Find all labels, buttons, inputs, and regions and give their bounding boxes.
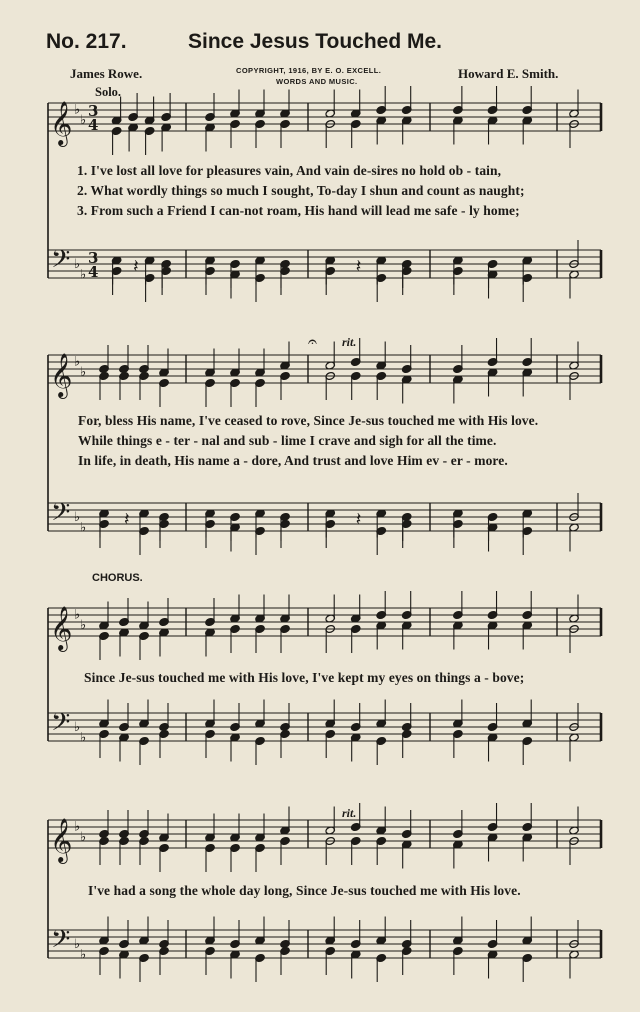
bass-clef-icon: 𝄢 [51,498,71,533]
rest-icon: 𝄽 [355,509,362,530]
verse-2-line-1: 2. What wordly things so much I sought, To-day I shun and count as naught; [77,183,525,198]
flat-sign-icon: ♭ [80,113,87,128]
verse-1-line-1: 1. I've lost all love for pleasures vain, And vain de-sires no hold ob - tain, [77,163,502,178]
bass-clef-icon: 𝄢 [51,245,71,280]
flat-sign-icon: ♭ [80,618,87,633]
treble-clef-icon: 𝄞 [50,101,73,145]
flat-sign-icon: ♭ [80,520,87,536]
flat-sign-icon: ♭ [74,102,81,118]
rest-icon: 𝄽 [355,256,362,277]
verse-2-line-2: While things e - ter - nal and sub - lime I crave and sigh for all the time. [78,433,497,448]
time-signature-top: 3 [88,249,99,267]
composer: Howard E. Smith. [458,66,559,81]
flat-sign-icon: ♭ [74,257,81,273]
fermata-icon: 𝄐 [308,332,317,351]
bass-clef-icon: 𝄢 [51,708,71,743]
solo-label: Solo. [95,85,122,99]
rest-icon: 𝄽 [124,509,130,530]
flat-sign-icon: ♭ [80,730,87,746]
flat-sign-icon: ♭ [80,365,87,380]
flat-sign-icon: ♭ [74,607,81,623]
verse-3-line-1: 3. From such a Friend I can-not roam, His hand will lead me safe - ly home; [77,203,520,218]
hymn-number: No. 217. [46,30,127,53]
flat-sign-icon: ♭ [80,947,87,963]
verse-3-line-2: In life, in death, His name a - dore, And trust and love Him ev - er - more. [78,453,508,468]
time-signature-bottom: 4 [88,116,99,134]
ritardando-mark-1: rit. [342,335,357,349]
flat-sign-icon: ♭ [74,510,81,526]
copyright-notice-line2: WORDS AND MUSIC. [276,77,358,86]
time-signature-bottom: 4 [88,263,99,281]
chorus-label: CHORUS. [92,572,143,584]
bass-clef-icon: 𝄢 [51,925,71,960]
flat-sign-icon: ♭ [80,830,87,845]
hymn-title: Since Jesus Touched Me. [188,30,443,53]
verse-1-line-2: For, bless His name, I've ceased to rove, Since Je-sus touched me with His love. [78,413,539,428]
flat-sign-icon: ♭ [74,819,81,835]
flat-sign-icon: ♭ [74,937,81,953]
treble-clef-icon: 𝄞 [50,353,73,397]
flat-sign-icon: ♭ [74,354,81,370]
copyright-notice: COPYRIGHT, 1916, BY E. O. EXCELL. [236,66,382,75]
flat-sign-icon: ♭ [74,720,81,736]
treble-clef-icon: 𝄞 [50,606,73,650]
ritardando-mark-2: rit. [342,806,357,820]
flat-sign-icon: ♭ [80,267,87,283]
treble-clef-icon: 𝄞 [50,818,73,862]
time-signature-top: 3 [88,102,99,120]
rest-icon: 𝄽 [133,256,139,277]
chorus-line-1: Since Je-sus touched me with His love, I've kept my eyes on things a - bove; [84,670,525,685]
lyricist: James Rowe. [70,66,143,81]
chorus-line-2: I've had a song the whole day long, Since Je-sus touched me with His love. [88,883,521,898]
